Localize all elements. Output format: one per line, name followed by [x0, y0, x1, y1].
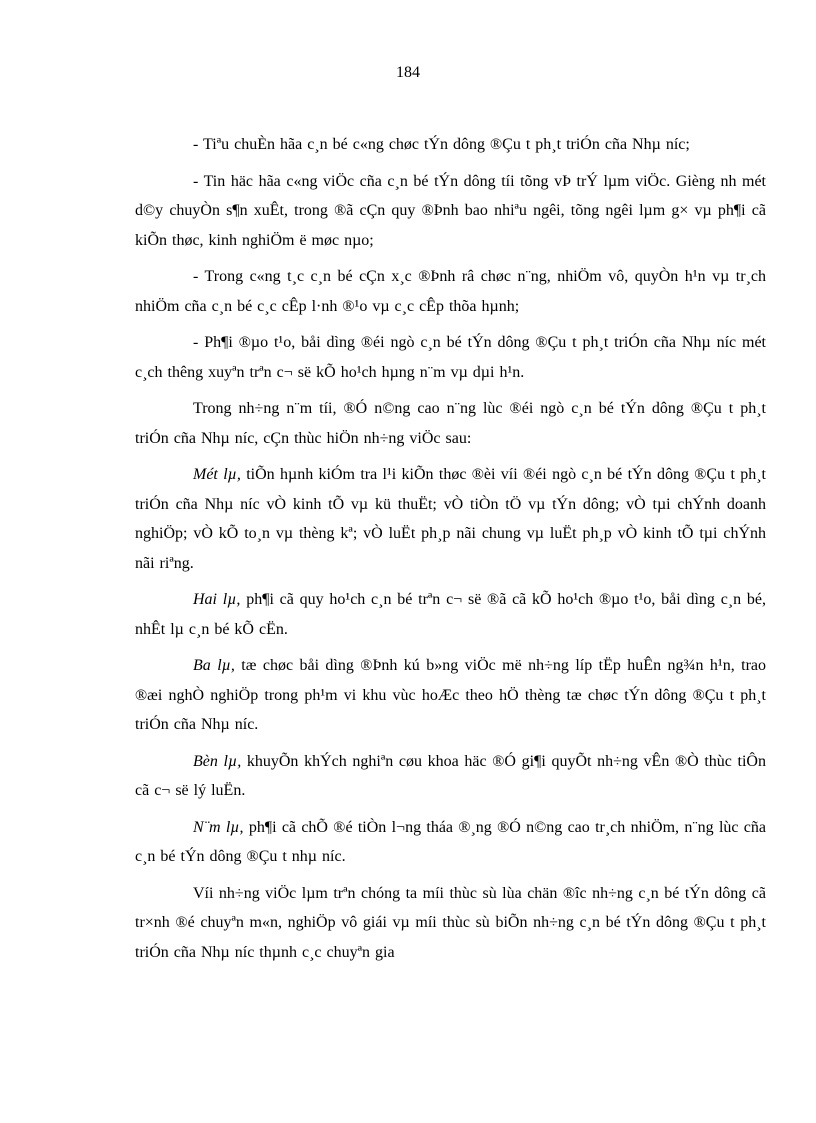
paragraph-6	[135, 460, 766, 578]
paragraph-text: Víi nh÷ng viÖc lµm trªn chóng ta míi thùc sù lùa chän ®îc nh÷ng c¸n bé tÝn dông cã tr×nh ®é chuyªn m«n, nghiÖp vô giái vµ míi thùc sù biÕn nh÷ng c¸n bé tÝn dông ®Çu t ph¸t triÓn cña Nhµ níc thµnh c¸c chuyªn gia	[135, 884, 766, 961]
paragraph-text: khuyÕn khÝch nghiªn cøu khoa häc ®Ó gi¶i quyÕt nh÷ng vÊn ®Ò thùc tiÔn cã c¬ së lý luËn.	[135, 752, 766, 799]
paragraph-1	[135, 130, 766, 160]
paragraph-8	[135, 651, 766, 740]
paragraph-lead: N¨m lµ,	[193, 818, 244, 836]
paragraph-2	[135, 167, 766, 256]
paragraph-text: - Trong c«ng t¸c c¸n bé cÇn x¸c ®Þnh râ chøc n¨ng, nhiÖm vô, quyÒn h¹n vµ tr¸ch nhiÖm cña c¸n bé c¸c cÊp l·nh ®¹o vµ c¸c cÊp thõa hµnh;	[135, 268, 766, 315]
paragraph-9	[135, 747, 766, 806]
paragraph-text: tiÕn hµnh kiÓm tra l¹i kiÕn thøc ®èi víi ®éi ngò c¸n bé tÝn dông ®Çu t ph¸t triÓn cña Nhµ níc vÒ kinh tÕ vµ kü thuËt; vÒ tiÒn tÖ vµ tÝn dông; vÒ tµi chÝnh doanh nghiÖp; vÒ kÕ to¸n vµ thèng kª; vÒ luËt ph¸p nãi chung vµ luËt ph¸p vÒ kinh tÕ tµi chÝnh nãi riªng.	[135, 466, 766, 572]
paragraph-10	[135, 813, 766, 872]
paragraph-3	[135, 262, 766, 321]
paragraph-text: - Tin häc hãa c«ng viÖc cña c¸n bé tÝn dông tíi tõng vÞ trÝ lµm viÖc. Gièng nh mét d©y chuyÒn s¶n xuÊt, trong ®ã cÇn quy ®Þnh bao nhiªu ngêi, tõng ngêi lµm g× vµ ph¶i cã kiÕn thøc, kinh nghiÖm ë møc nµo;	[135, 172, 766, 249]
paragraph-text: ph¶i cã chÕ ®é tiÒn l¬ng tháa ®¸ng ®Ó n©ng cao tr¸ch nhiÖm, n¨ng lùc cña c¸n bé tÝn dông ®Çu t nhµ níc.	[135, 818, 767, 865]
paragraph-text: - Tiªu chuÈn hãa c¸n bé c«ng chøc tÝn dông ®Çu t ph¸t triÓn cña Nhµ níc;	[193, 136, 690, 153]
paragraph-text: Trong nh÷ng n¨m tíi, ®Ó n©ng cao n¨ng lùc ®éi ngò c¸n bé tÝn dông ®Çu t ph¸t triÓn cña Nhµ níc, cÇn thùc hiÖn nh÷ng viÖc sau:	[135, 400, 766, 447]
paragraph-text: tæ chøc båi dìng ®Þnh kú b»ng viÖc më nh÷ng líp tËp huÊn ng¾n h¹n, trao ®æi nghÒ nghiÖp trong ph¹m vi khu vùc hoÆc theo hÖ thèng tæ chøc tÝn dông ®Çu t ph¸t triÓn cña Nhµ níc.	[135, 657, 767, 733]
page-body	[135, 130, 766, 974]
paragraph-4	[135, 328, 766, 387]
paragraph-7	[135, 585, 766, 644]
paragraph-lead: Ba lµ,	[193, 657, 235, 674]
paragraph-lead: Mét lµ,	[193, 466, 241, 483]
paragraph-text: - Ph¶i ®µo t¹o, båi dìng ®éi ngò c¸n bé tÝn dông ®Çu t ph¸t triÓn cña Nhµ níc mét c¸ch thêng xuyªn trªn c¬ së kÕ ho¹ch hµng n¨m vµ dµi h¹n.	[135, 334, 766, 381]
paragraph-text: ph¶i cã quy ho¹ch c¸n bé trªn c¬ së ®ã cã kÕ ho¹ch ®µo t¹o, båi dìng c¸n bé, nhÊt lµ c¸n bé kÕ cËn.	[135, 591, 766, 638]
paragraph-lead: Bèn lµ,	[193, 752, 242, 770]
paragraph-5	[135, 394, 766, 453]
page-number: 184	[396, 64, 420, 81]
paragraph-lead: Hai lµ,	[193, 591, 241, 608]
paragraph-11	[135, 879, 766, 968]
